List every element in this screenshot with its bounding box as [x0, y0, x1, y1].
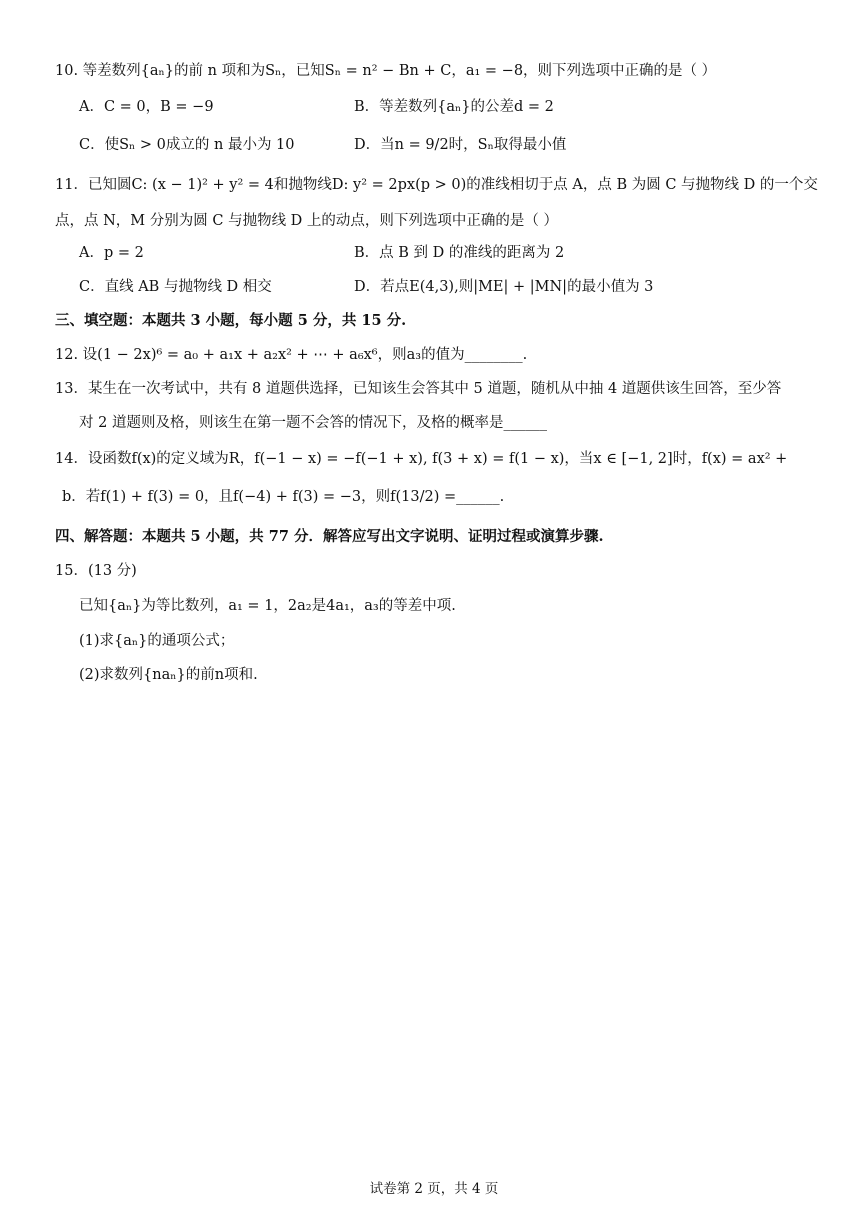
q13-line1: 13．某生在一次考试中，共有 8 道题供选择，已知该生会答其中 5 道题，随机从中抽 4 道题供该生回答，至少答 [55, 381, 782, 397]
q10-option-b: B．等差数列{aₙ}的公差d = 2 [354, 99, 554, 115]
q12: 12. 设(1 − 2x)⁶ = a₀ + a₁x + a₂x² + ⋯ + a₆x⁶，则a₃的值为________. [55, 347, 528, 363]
q10-option-c: C．使Sₙ > 0成立的 n 最小为 10 [79, 137, 295, 153]
q14-line2: b．若f(1) + f(3) = 0，且f(−4) + f(3) = −3，则f(13/2) =______. [62, 489, 505, 505]
q15-header: 15．(13 分) [55, 563, 137, 579]
page-footer: 试卷第 2 页，共 4 页 [369, 1181, 499, 1197]
q11-option-b: B．点 B 到 D 的准线的距离为 2 [354, 245, 565, 261]
q11-option-d: D．若点E(4,3),则|ME| + |MN|的最小值为 3 [354, 279, 654, 295]
q11-option-a: A．p = 2 [79, 245, 144, 261]
q14-line1: 14．设函数f(x)的定义域为R，f(−1 − x) = −f(−1 + x), f(3 + x) = f(1 − x)，当x ∈ [−1, 2]时，f(x) = ax² + [55, 451, 788, 467]
q11-stem-line2: 点，点 N，M 分别为圆 C 与抛物线 D 上的动点，则下列选项中正确的是（ ） [55, 213, 559, 229]
section-3-heading: 三、填空题：本题共 3 小题，每小题 5 分，共 15 分. [55, 312, 407, 329]
section-4-heading: 四、解答题：本题共 5 小题，共 77 分．解答应写出文字说明、证明过程或演算步骤. [55, 528, 604, 545]
q15-part-2: (2)求数列{naₙ}的前n项和. [79, 667, 258, 683]
q15-stem: 已知{aₙ}为等比数列，a₁ = 1，2a₂是4a₁，a₃的等差中项. [79, 598, 456, 614]
q11-option-c: C．直线 AB 与抛物线 D 相交 [79, 279, 272, 295]
q13-line2: 对 2 道题则及格，则该生在第一题不会答的情况下，及格的概率是______ [79, 415, 547, 431]
q15-part-1: (1)求{aₙ}的通项公式； [79, 633, 235, 649]
q10-option-d: D．当n = 9/2时，Sₙ取得最小值 [354, 137, 567, 153]
q11-stem-line1: 11．已知圆C: (x − 1)² + y² = 4和抛物线D: y² = 2px(p > 0)的准线相切于点 A，点 B 为圆 C 与抛物线 D 的一个交 [55, 177, 818, 193]
q10-option-a: A．C = 0，B = −9 [79, 99, 214, 115]
q10-stem: 10. 等差数列{aₙ}的前 n 项和为Sₙ，已知Sₙ = n² − Bn + C，a₁ = −8，则下列选项中正确的是（ ） [55, 63, 717, 79]
